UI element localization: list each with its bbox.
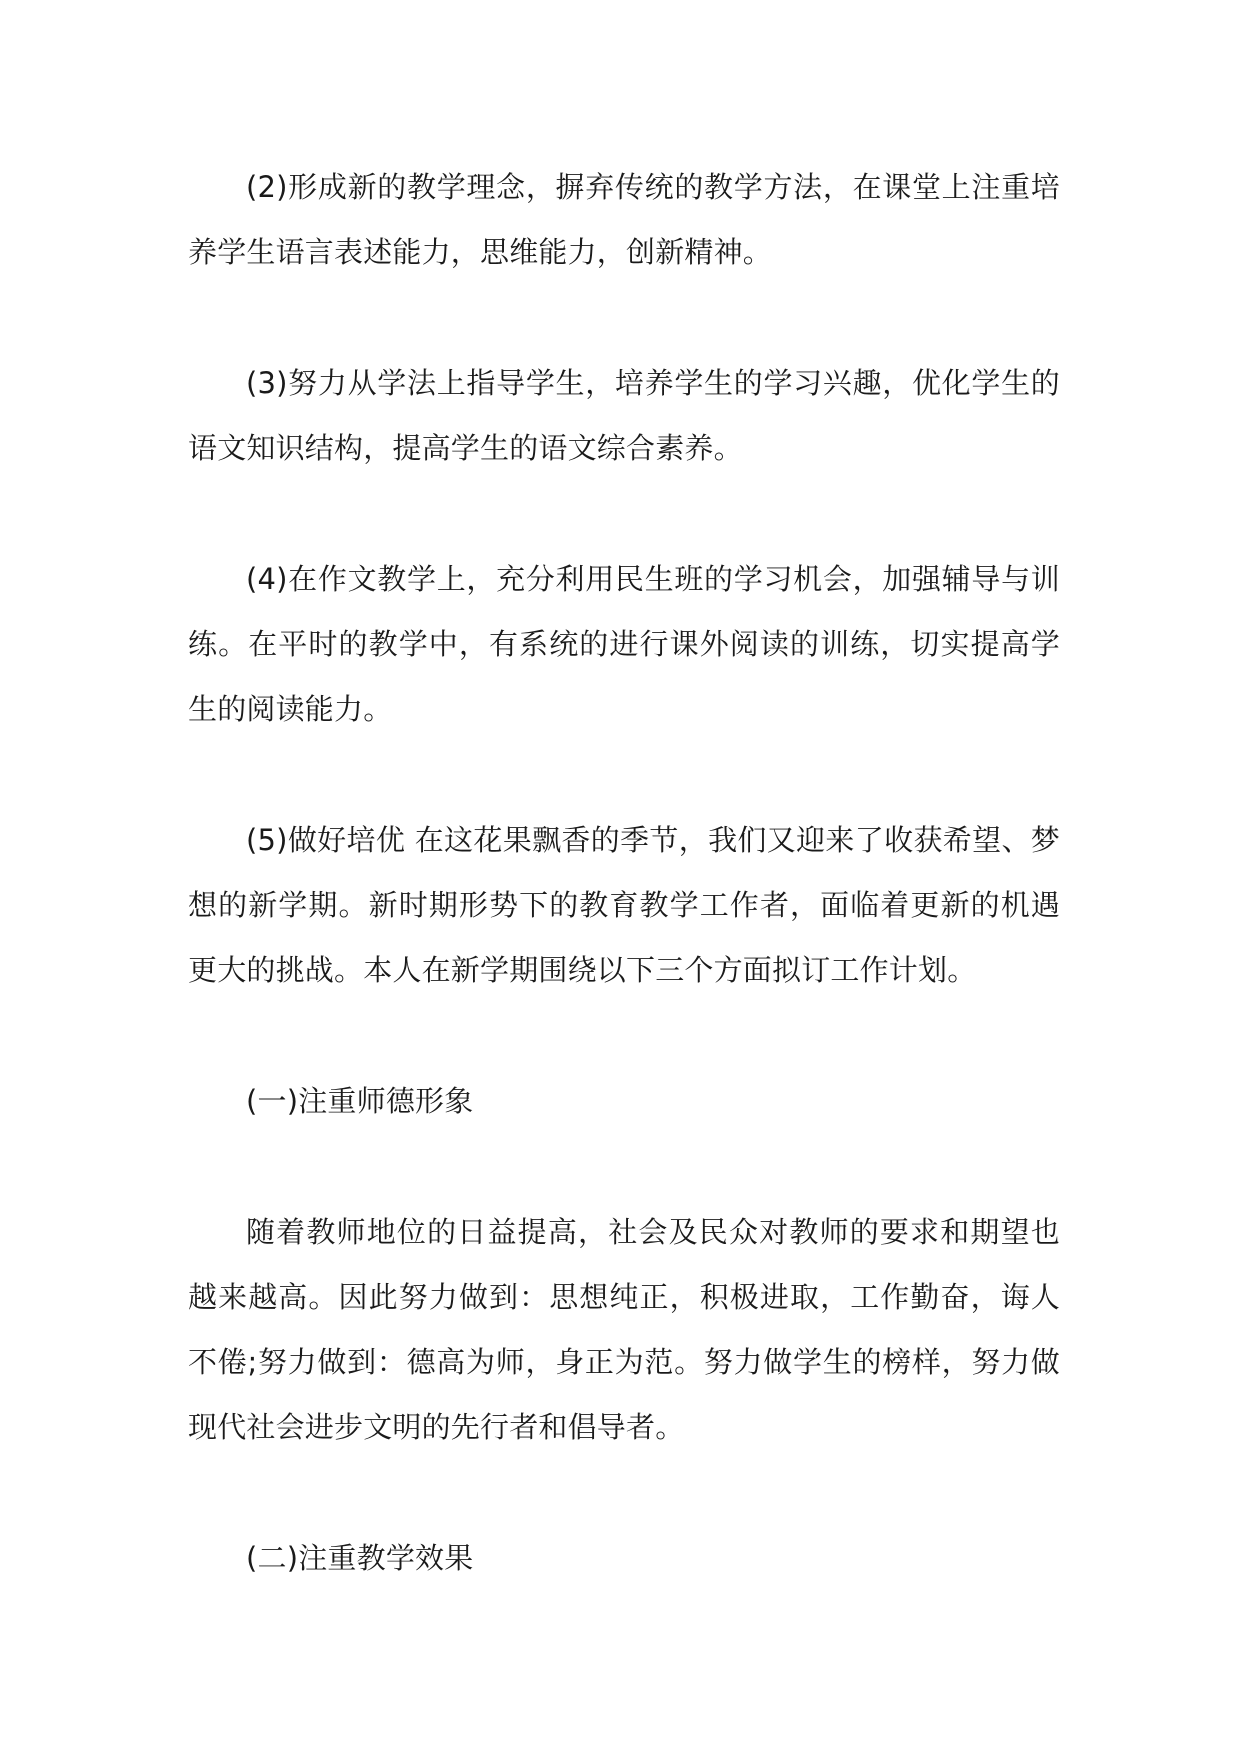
section-heading-1: (一)注重师德形象 (246, 1084, 474, 1118)
paragraph-item-3: (3)努力从学法上指导学生，培养学生的学习兴趣，优化学生的语文知识结构，提高学生的语文综合素养。 (188, 366, 1060, 465)
paragraph-item-5: (5)做好培优 在这花果飘香的季节，我们又迎来了收获希望、梦想的新学期。新时期形势下的教育教学工作者，面临着更新的机遇更大的挑战。本人在新学期围绕以下三个方面拟订工作计划。 (188, 823, 1060, 987)
paragraph-item-4: (4)在作文教学上，充分利用民生班的学习机会，加强辅导与训练。在平时的教学中，有系统的进行课外阅读的训练，切实提高学生的阅读能力。 (188, 562, 1060, 726)
paragraph-item-2: (2)形成新的教学理念，摒弃传统的教学方法，在课堂上注重培养学生语言表述能力，思维能力，创新精神。 (188, 170, 1060, 269)
section-1-body: 随着教师地位的日益提高，社会及民众对教师的要求和期望也越来越高。因此努力做到：思想纯正，积极进取，工作勤奋，诲人不倦;努力做到：德高为师，身正为范。努力做学生的榜样，努力做现代社会进步文明的先行者和倡导者。 (188, 1215, 1060, 1444)
section-heading-2: (二)注重教学效果 (246, 1541, 474, 1575)
document-body (188, 155, 1060, 1657)
